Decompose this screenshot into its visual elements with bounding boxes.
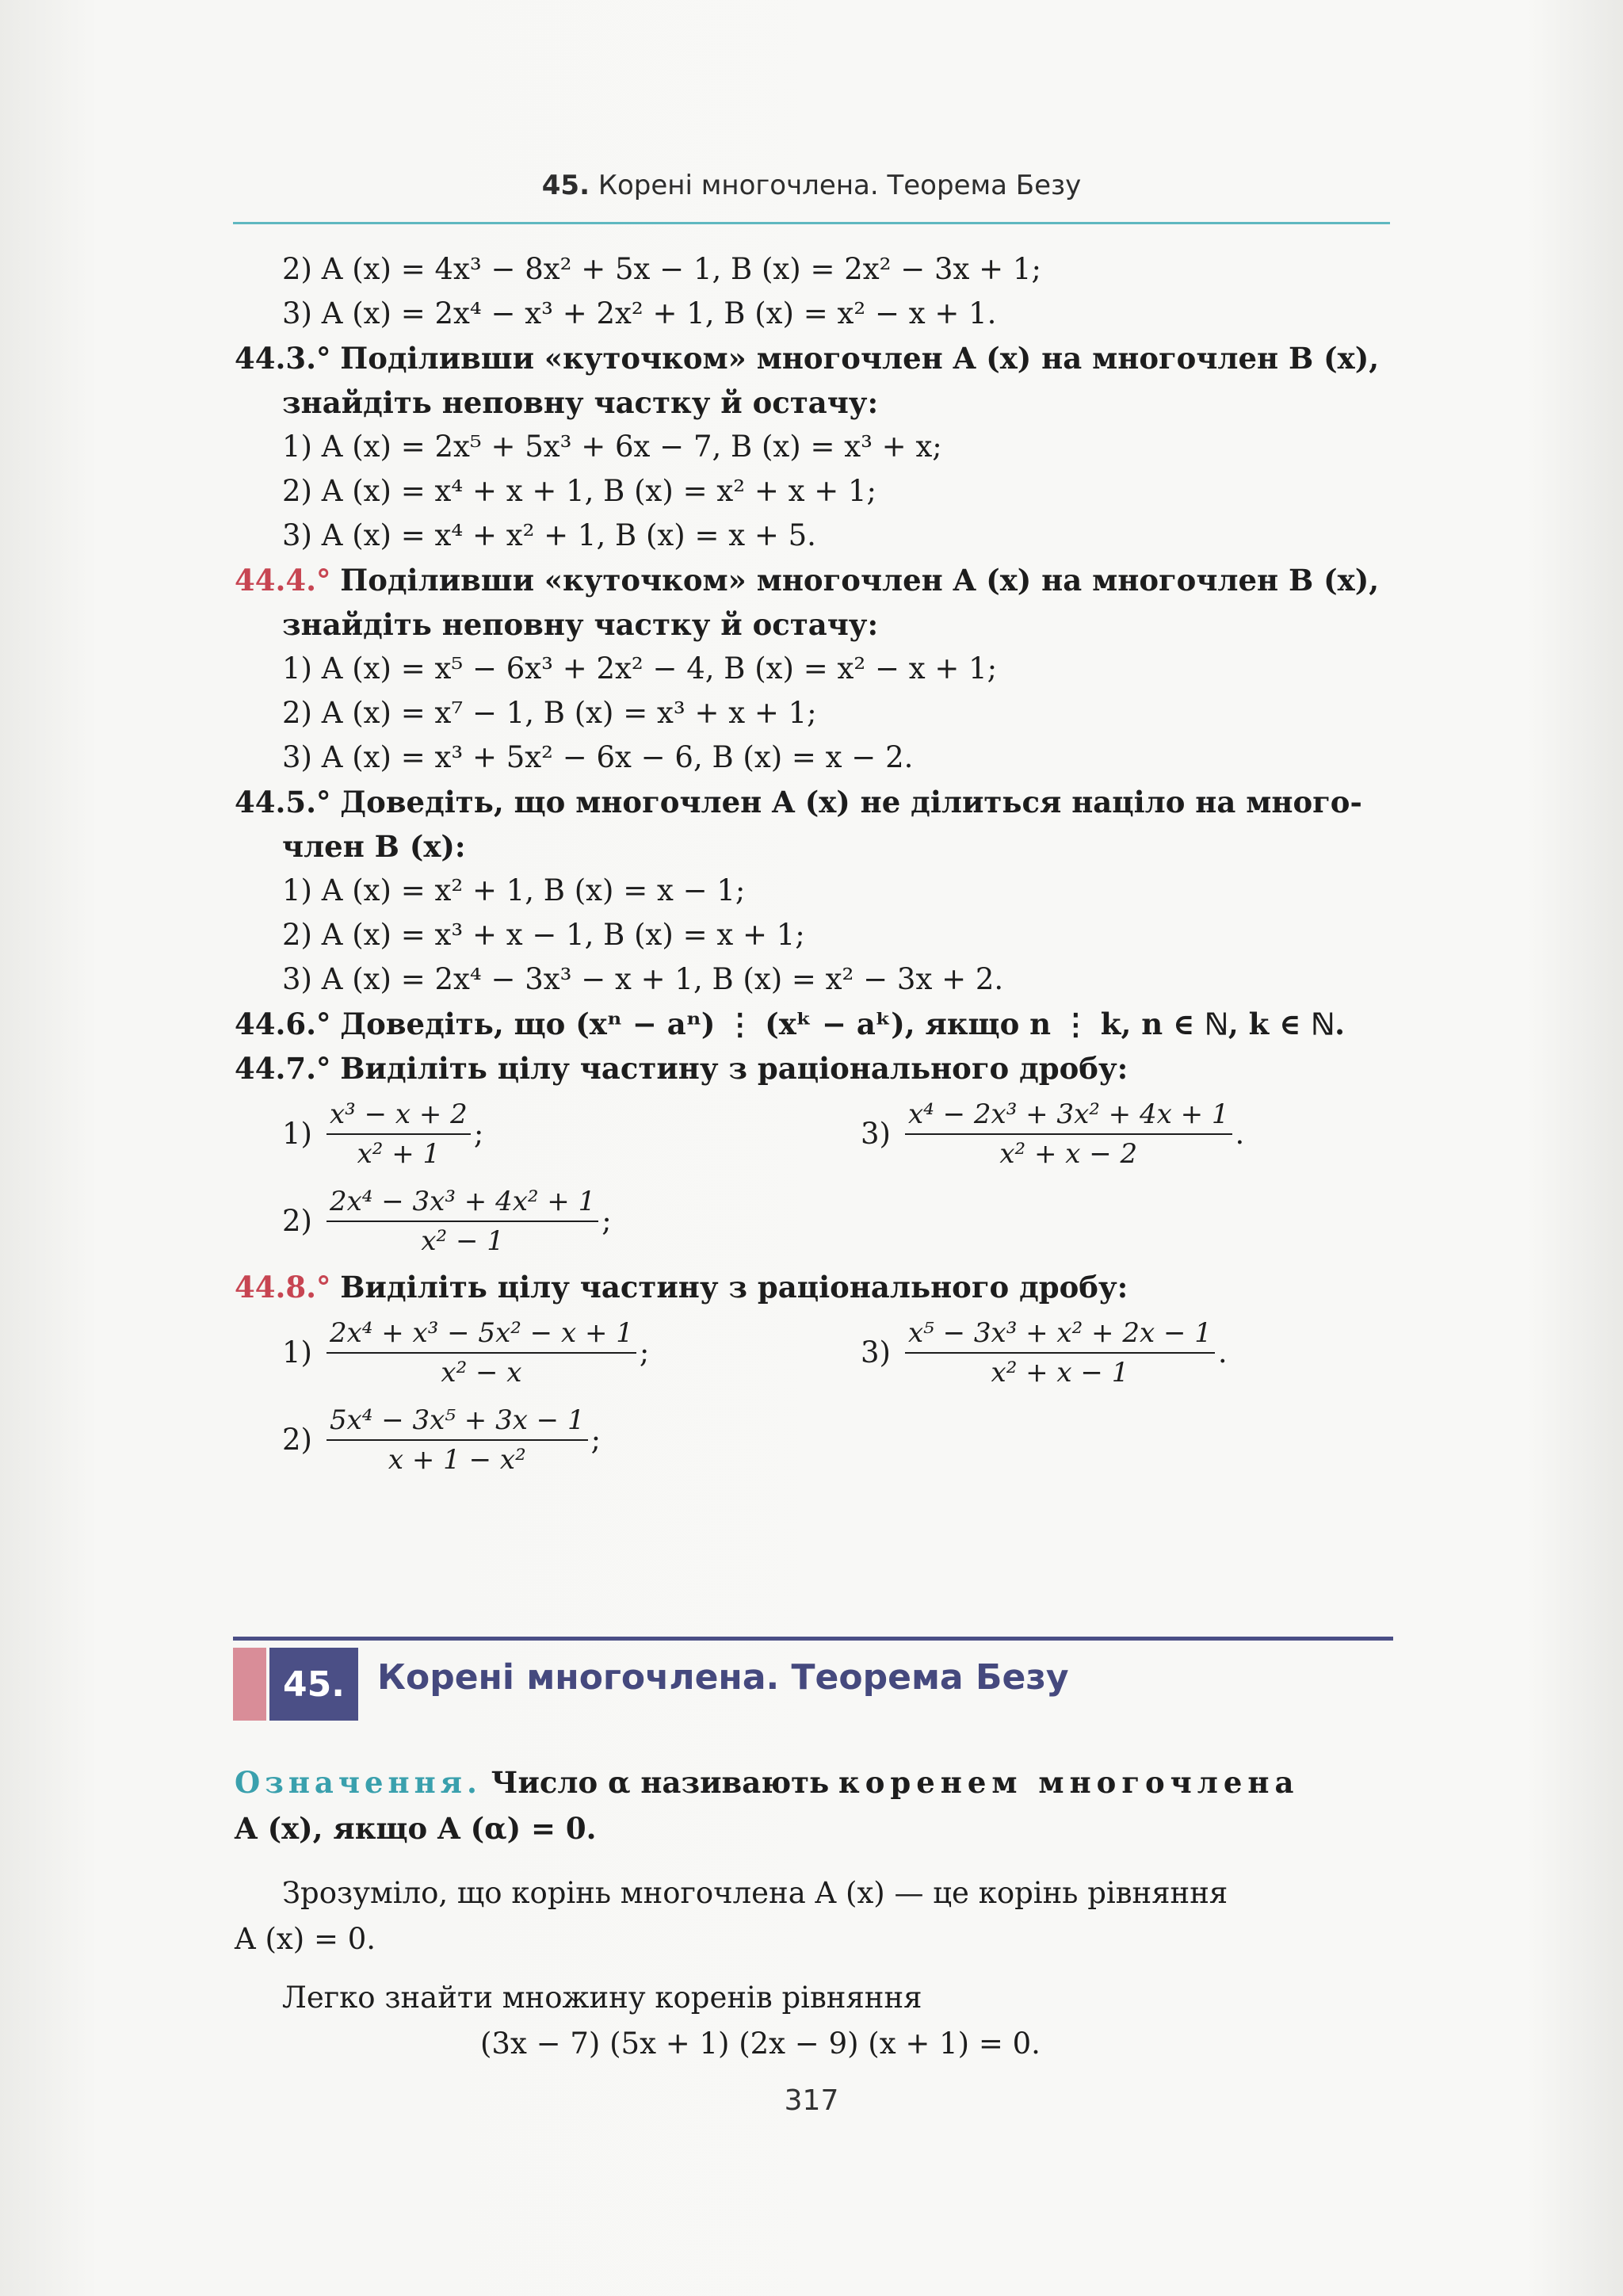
exercise-text: знайдіть неповну частку й остачу: xyxy=(282,385,879,420)
section-accent xyxy=(233,1648,266,1721)
fraction xyxy=(327,1316,636,1390)
exercise-44-7-header xyxy=(235,1046,1392,1091)
page-number: 317 xyxy=(784,2084,839,2117)
fraction-item xyxy=(861,1309,1228,1396)
exercise-44-4-header xyxy=(235,558,1392,602)
definition xyxy=(235,1759,1392,1805)
fraction-punct: . xyxy=(1217,1335,1228,1370)
definition-term: коренем многочлена xyxy=(838,1765,1300,1800)
fraction-numerator: x⁴ − 2x³ + 3x² + 4x + 1 xyxy=(905,1097,1232,1135)
fraction xyxy=(327,1403,588,1477)
exercise-item: 3) A (x) = 2x⁴ − 3x³ − x + 1, B (x) = x² − 3x + 2. xyxy=(282,962,1004,996)
running-header-title: Корені многочлена. Теорема Безу xyxy=(598,170,1082,201)
exercise-44-6 xyxy=(235,1002,1392,1046)
exercise-44-5-header xyxy=(235,780,1392,824)
fraction-label: 3) xyxy=(861,1117,891,1151)
fraction-numerator: x⁵ − 3x³ + x² + 2x − 1 xyxy=(905,1316,1215,1354)
fraction-label: 1) xyxy=(282,1117,312,1151)
exercise-item: 2) A (x) = x⁴ + x + 1, B (x) = x² + x + 1; xyxy=(282,474,876,508)
equation: (3x − 7) (5x + 1) (2x − 9) (x + 1) = 0. xyxy=(480,2027,1041,2061)
fraction-row xyxy=(235,1309,1392,1396)
exercise-item: 1) A (x) = x⁵ − 6x³ + 2x² − 4, B (x) = x² − x + 1; xyxy=(282,651,998,686)
definition-text: Число α називають xyxy=(491,1765,830,1800)
exercise-text: Виділіть цілу частину з раціонального дробу: xyxy=(340,1270,1128,1305)
exercise-text: Поділивши «куточком» многочлен A (x) на многочлен B (x), xyxy=(340,563,1380,598)
fraction-numerator: 2x⁴ − 3x³ + 4x² + 1 xyxy=(327,1184,598,1222)
exercise-text: Доведіть, що многочлен A (x) не ділиться націло на много- xyxy=(340,785,1362,819)
fraction-row xyxy=(235,1396,1392,1484)
fraction-denominator: x² − x xyxy=(441,1357,522,1389)
exercises-block xyxy=(235,247,1392,1484)
paragraph-line: A (x) = 0. xyxy=(235,1922,376,1956)
section-number: 45. xyxy=(269,1648,358,1721)
section-rule xyxy=(233,1637,1393,1641)
exercise-number: 44.4.° xyxy=(235,563,331,598)
definition-label: Означення. xyxy=(235,1765,482,1800)
exercise-text: Виділіть цілу частину з раціонального дробу: xyxy=(340,1051,1128,1086)
fraction-item xyxy=(861,1091,1244,1178)
exercise-44-8-header xyxy=(235,1265,1392,1309)
exercise-item: 1) A (x) = x² + 1, B (x) = x − 1; xyxy=(282,873,746,907)
paragraph-line: Легко знайти множину коренів рівняння xyxy=(282,1981,922,2015)
fraction-denominator: x² + x − 2 xyxy=(999,1138,1138,1170)
exercise-44-3-header xyxy=(235,336,1392,380)
section-title: Корені многочлена. Теорема Безу xyxy=(377,1657,1069,1698)
exercise-text: знайдіть неповну частку й остачу: xyxy=(282,607,879,642)
exercise-number: 44.7.° xyxy=(235,1051,331,1086)
fraction-numerator: 2x⁴ + x³ − 5x² − x + 1 xyxy=(327,1316,636,1354)
exercise-item: 3) A (x) = 2x⁴ − x³ + 2x² + 1, B (x) = x² − x + 1. xyxy=(282,296,997,330)
fraction xyxy=(327,1097,471,1171)
fraction xyxy=(905,1097,1232,1171)
fraction-denominator: x² − 1 xyxy=(421,1225,504,1257)
paragraph-line: Зрозуміло, що корінь многочлена A (x) — це корінь рівняння xyxy=(282,1876,1228,1910)
fraction-item xyxy=(282,1178,612,1265)
exercise-text: член B (x): xyxy=(282,829,466,864)
fraction-denominator: x² + x − 1 xyxy=(991,1357,1129,1389)
fraction-label: 2) xyxy=(282,1423,312,1457)
running-header-number: 45. xyxy=(541,170,590,201)
exercise-item: 1) A (x) = 2x⁵ + 5x³ + 6x − 7, B (x) = x³ + x; xyxy=(282,430,942,464)
fraction-numerator: 5x⁴ − 3x⁵ + 3x − 1 xyxy=(327,1403,588,1441)
running-header xyxy=(233,166,1390,224)
fraction-punct: ; xyxy=(473,1117,484,1151)
fraction-denominator: x + 1 − x² xyxy=(388,1444,526,1476)
exercise-item: 2) A (x) = 4x³ − 8x² + 5x − 1, B (x) = 2x² − 3x + 1; xyxy=(282,252,1041,286)
fraction-item xyxy=(282,1091,483,1178)
exercise-item: 3) A (x) = x⁴ + x² + 1, B (x) = x + 5. xyxy=(282,518,816,552)
fraction-punct: ; xyxy=(590,1423,601,1457)
fraction-row xyxy=(235,1178,1392,1265)
fraction xyxy=(905,1316,1215,1390)
exercise-text: Поділивши «куточком» многочлен A (x) на многочлен B (x), xyxy=(340,341,1380,376)
fraction-item xyxy=(282,1396,601,1484)
fraction-numerator: x³ − x + 2 xyxy=(327,1097,471,1135)
fraction xyxy=(327,1184,598,1259)
fraction-punct: ; xyxy=(601,1204,612,1238)
fraction-label: 2) xyxy=(282,1204,312,1238)
fraction-punct: ; xyxy=(639,1335,650,1370)
exercise-number: 44.8.° xyxy=(235,1270,331,1305)
fraction-label: 3) xyxy=(861,1335,891,1370)
fraction-denominator: x² + 1 xyxy=(357,1138,441,1170)
section-heading xyxy=(233,1637,1393,1724)
fraction-punct: . xyxy=(1235,1117,1245,1151)
exercise-item: 3) A (x) = x³ + 5x² − 6x − 6, B (x) = x − 2. xyxy=(282,740,914,774)
exercise-number: 44.5.° xyxy=(235,785,331,819)
fraction-row xyxy=(235,1091,1392,1178)
exercise-number: 44.3.° xyxy=(235,341,331,376)
definition-text: A (x), якщо A (α) = 0. xyxy=(235,1811,597,1846)
exercise-item: 2) A (x) = x³ + x − 1, B (x) = x + 1; xyxy=(282,918,805,952)
section-content xyxy=(235,1759,1392,2067)
fraction-label: 1) xyxy=(282,1335,312,1370)
exercise-number: 44.6.° xyxy=(235,1007,331,1041)
exercise-item: 2) A (x) = x⁷ − 1, B (x) = x³ + x + 1; xyxy=(282,696,817,730)
exercise-text: Доведіть, що (xⁿ − aⁿ) ⋮ (xᵏ − aᵏ), якщо n ⋮ k, n ∈ ℕ, k ∈ ℕ. xyxy=(340,1007,1345,1041)
fraction-item xyxy=(282,1309,649,1396)
running-header-text xyxy=(233,170,1390,201)
